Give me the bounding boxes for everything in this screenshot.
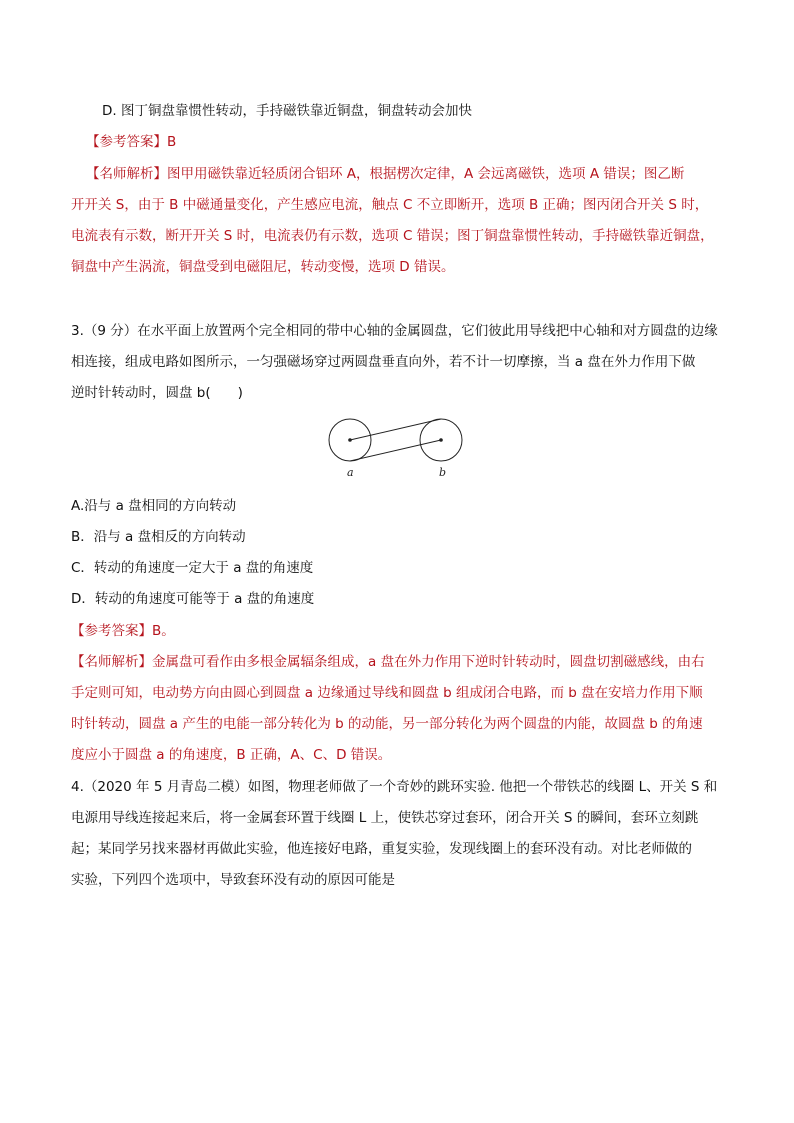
wire-axle-a-to-rim-b bbox=[350, 419, 441, 440]
q2-answer-value: B bbox=[167, 134, 177, 150]
q3-answer bbox=[71, 621, 175, 641]
q3-analysis-line-4: 度应小于圆盘 a 的角速度，B 正确，A、C、D 错误。 bbox=[71, 747, 392, 763]
q3-option-a: A.沿与 a 盘相同的方向转动 bbox=[71, 498, 237, 514]
q2-analysis-line-2: 开开关 S，由于 B 中磁通量变化，产生感应电流，触点 C 不立即断开，选项 B 正确；图丙闭合开关 S 时， bbox=[71, 197, 709, 213]
q3-analysis-line-1: 【名师解析】金属盘可看作由多根金属辐条组成，a 盘在外力作用下逆时针转动时，圆盘切割磁感线，由右 bbox=[71, 654, 705, 670]
q3-stem-line-3: 逆时针转动时，圆盘 b( ) bbox=[71, 385, 243, 401]
axle-a bbox=[348, 438, 352, 442]
q3-stem-line-2: 相连接，组成电路如图所示，一匀强磁场穿过两圆盘垂直向外，若不计一切摩擦，当 a 盘在外力作用下做 bbox=[71, 354, 696, 370]
label-a: a bbox=[347, 466, 354, 479]
q4-stem-line-3: 起；某同学另找来器材再做此实验，他连接好电路，重复实验，发现线圈上的套环没有动。对比老师做的 bbox=[71, 841, 692, 857]
q2-analysis-line-3: 电流表有示数，断开开关 S 时，电流表仍有示数，选项 C 错误；图丁铜盘靠惯性转动，手持磁铁靠近铜盘， bbox=[71, 228, 714, 244]
axle-b bbox=[439, 438, 443, 442]
q3-analysis-label: 【名师解析】 bbox=[71, 654, 152, 670]
q4-stem-line-1: 4.（2020 年 5 月青岛二模）如图，物理老师做了一个奇妙的跳环实验. 他把一个带铁芯的线圈 L、开关 S 和 bbox=[71, 779, 718, 795]
q2-answer-label: 【参考答案】 bbox=[86, 134, 167, 150]
q3-analysis-line-3: 时针转动，圆盘 a 产生的电能一部分转化为 b 的动能，另一部分转化为两个圆盘的内能，故圆盘 b 的角速 bbox=[71, 716, 703, 732]
q4-stem-line-2: 电源用导线连接起来后，将一金属套环置于线圈 L 上，使铁芯穿过套环，闭合开关 S 的瞬间，套环立刻跳 bbox=[71, 810, 699, 826]
q4-stem-line-4: 实验，下列四个选项中，导致套环没有动的原因可能是 bbox=[71, 872, 395, 888]
two-discs-figure bbox=[328, 414, 468, 480]
label-b: b bbox=[439, 466, 447, 479]
q3-analysis-line-2: 手定则可知，电动势方向由圆心到圆盘 a 边缘通过导线和圆盘 b 组成闭合电路，而 b 盘在安培力作用下顺 bbox=[71, 685, 703, 701]
q3-option-d: D．转动的角速度可能等于 a 盘的角速度 bbox=[71, 591, 315, 607]
q3-stem-line-1: 3.（9 分）在水平面上放置两个完全相同的带中心轴的金属圆盘，它们彼此用导线把中心轴和对方圆盘的边缘 bbox=[71, 323, 718, 339]
q3-option-b: B．沿与 a 盘相反的方向转动 bbox=[71, 529, 246, 545]
q3-answer-value: B。 bbox=[152, 623, 175, 639]
q3-answer-label: 【参考答案】 bbox=[71, 623, 152, 639]
q2-analysis-line-1: 【名师解析】图甲用磁铁靠近轻质闭合铝环 A，根据楞次定律，A 会远离磁铁，选项 A 错误；图乙断 bbox=[86, 166, 685, 182]
q3-option-c: C．转动的角速度一定大于 a 盘的角速度 bbox=[71, 560, 314, 576]
q2-analysis-line-4: 铜盘中产生涡流，铜盘受到电磁阻尼，转动变慢，选项 D 错误。 bbox=[71, 259, 455, 275]
wire-rim-a-to-axle-b bbox=[350, 440, 441, 461]
q2-option-d: D. 图丁铜盘靠惯性转动，手持磁铁靠近铜盘，铜盘转动会加快 bbox=[102, 103, 472, 119]
q2-analysis-label: 【名师解析】 bbox=[86, 166, 167, 182]
q2-answer bbox=[86, 132, 176, 152]
